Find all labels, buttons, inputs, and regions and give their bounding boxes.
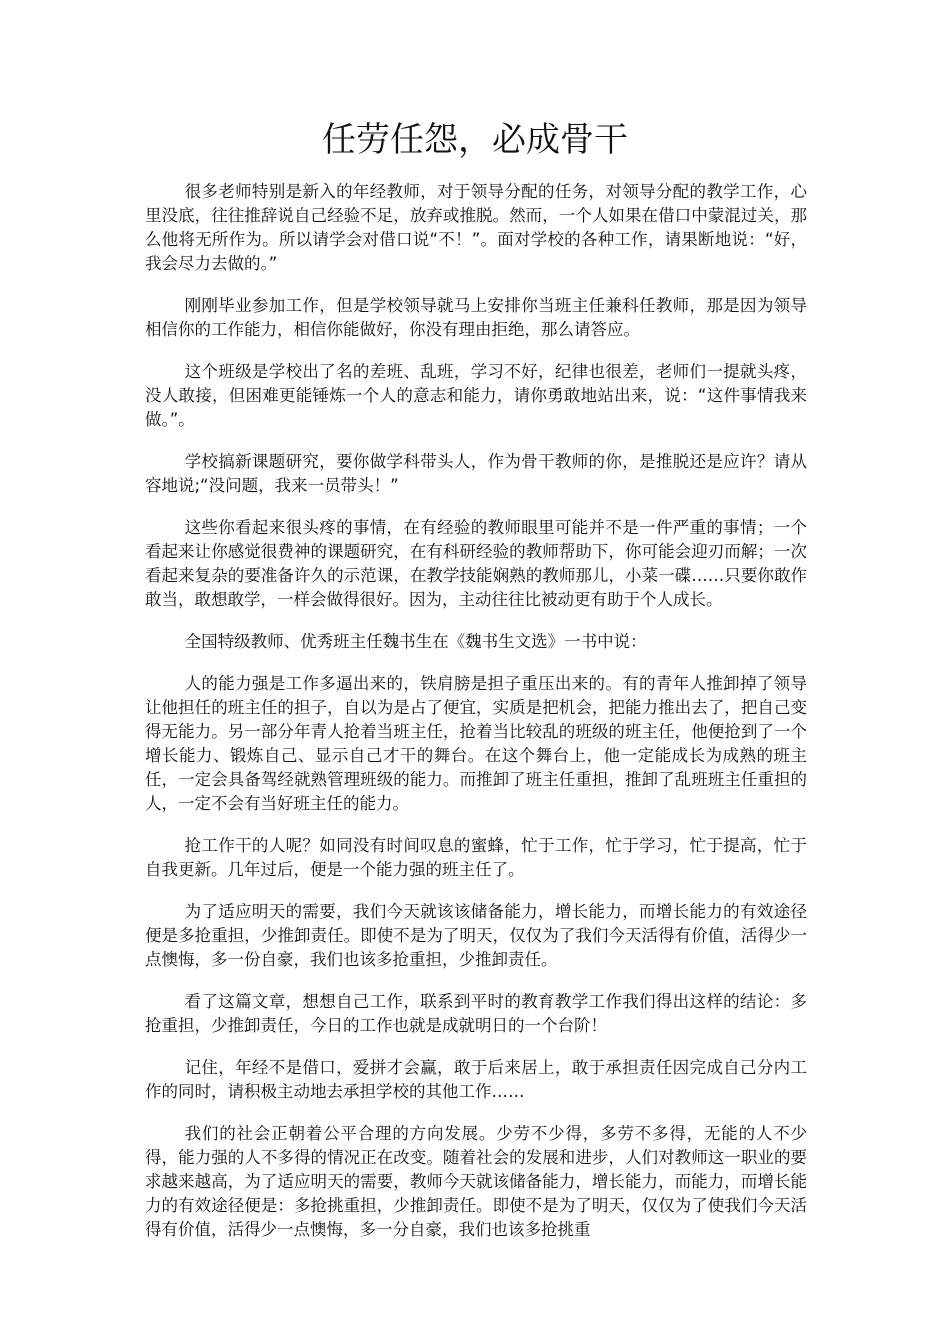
paragraph-8: 抢工作干的人呢？如同没有时间叹息的蜜蜂，忙于工作，忙于学习，忙于提高，忙于自我更新。几年过后，便是一个能力强的班主任了。 [145, 836, 807, 879]
paragraph-7-quote: 人的能力强是工作多逼出来的，铁肩膀是担子重压出来的。有的青年人推卸掉了领导让他担任的班主任的担子，自以为是占了便宜，实质是把机会，把能力推出去了，把自己变得无能力。另一部分年青人抢着当班主任，抢着当比较乱的班级的班主任，他便抢到了一个增长能力、锻炼自己、显示自己才干的舞台。在这个舞台上，他一定能成长为成熟的班主任，一定会具备驾经就熟管理班级的能力。而推卸了班主任重担，推卸了乱班班主任重担的人，一定不会有当好班主任的能力。 [145, 674, 807, 813]
paragraph-5: 这些你看起来很头疼的事情，在有经验的教师眼里可能并不是一件严重的事情；一个看起来让你感觉很费神的课题研究，在有科研经验的教师帮助下，你可能会迎刃而解；一次看起来复杂的要准备许久的示范课，在教学技能娴熟的教师那儿，小菜一碟……只要你敢作敢当，敢想敢学，一样会做得很好。因为，主动往往比被动更有助于个人成长。 [145, 518, 807, 609]
paragraph-11: 记住，年经不是借口，爱拼才会赢，敢于后来居上，敢于承担责任因完成自己分内工作的同时，请积极主动地去承担学校的其他工作…… [145, 1058, 807, 1101]
paragraph-4: 学校搞新课题研究，要你做学科带头人，作为骨干教师的你，是推脱还是应许？请从容地说;“没问题，我来一员带头！” [145, 452, 807, 495]
paragraph-12: 我们的社会正朝着公平合理的方向发展。少劳不少得，多劳不多得，无能的人不少得，能力强的人不多得的情况正在改变。随着社会的发展和进步，人们对教师这一职业的要求越来越高，为了适应明天的需要，教师今天就该储备能力，增长能力，而能力，而增长能力的有效途径便是：多抢挑重担，少推卸责任。即使不是为了明天，仅仅为了使我们今天活得有价值，活得少一点懊悔，多一分自豪，我们也该多抢挑重 [145, 1124, 807, 1239]
paragraph-1: 很多老师特别是新入的年经教师，对于领导分配的任务，对领导分配的教学工作，心里没底，往往推辞说自己经验不足，放弃或推脱。然而，一个人如果在借口中蒙混过关，那么他将无所作为。所以请学会对借口说“不！”。面对学校的各种工作，请果断地说：“好，我会尽力去做的。” [145, 182, 807, 273]
document-title: 任劳任怨，必成骨干 [322, 120, 628, 160]
paragraph-9: 为了适应明天的需要，我们今天就该该储备能力，增长能力，而增长能力的有效途径便是多抢重担，少推卸责任。即使不是为了明天，仅仅为了我们今天活得有价值，活得少一点懊悔，多一份自豪，我们也该多抢重担，少推卸责任。 [145, 902, 807, 969]
document-body [145, 180, 807, 1260]
paragraph-3: 这个班级是学校出了名的差班、乱班，学习不好，纪律也很差，老师们一提就头疼，没人敢接，但困难更能锤炼一个人的意志和能力，请你勇敢地站出来，说：“这件事情我来做。”。 [145, 362, 807, 429]
paragraph-2: 刚刚毕业参加工作，但是学校领导就马上安排你当班主任兼科任教师，那是因为领导相信你的工作能力，相信你能做好，你没有理由拒绝，那么请答应。 [145, 296, 807, 339]
paragraph-10: 看了这篇文章，想想自己工作，联系到平时的教育教学工作我们得出这样的结论：多抢重担，少推卸责任，今日的工作也就是成就明日的一个台阶！ [145, 992, 807, 1035]
paragraph-6: 全国特级教师、优秀班主任魏书生在《魏书生文选》一书中说： [184, 632, 647, 651]
